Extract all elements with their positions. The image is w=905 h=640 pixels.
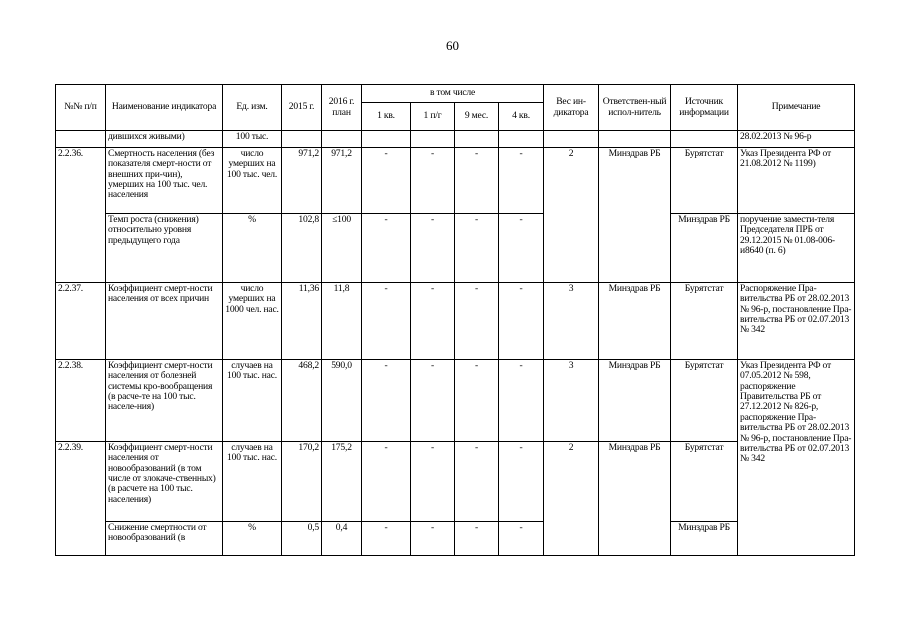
cell-9m: - bbox=[455, 522, 499, 556]
header-num: №№ п/п bbox=[56, 85, 106, 131]
cell-unit: число умерших на 100 тыс. чел. bbox=[223, 148, 282, 214]
cell-2016: 0,4 bbox=[322, 522, 362, 556]
cell-source: Бурятстат bbox=[671, 442, 738, 522]
cell-2016: 590,0 bbox=[322, 360, 362, 442]
cell-weight: 2 bbox=[544, 442, 599, 556]
cell-2016: ≤100 bbox=[322, 214, 362, 283]
cell-name: Коэффициент смерт-ности населения от новообразований (в том числе от злокаче-ственных) (в расчете на 100 тыс. населения) bbox=[106, 442, 223, 522]
header-2015: 2015 г. bbox=[282, 85, 322, 131]
cell-9m: - bbox=[455, 148, 499, 214]
cell-9m: - bbox=[455, 360, 499, 442]
cell-q4: - bbox=[499, 283, 544, 360]
cell-source: Бурятстат bbox=[671, 360, 738, 442]
header-source: Источник информации bbox=[671, 85, 738, 131]
header-2016: 2016 г. план bbox=[322, 85, 362, 131]
cell-h1: - bbox=[411, 214, 455, 283]
cell-responsible: Минздрав РБ bbox=[599, 360, 671, 442]
cell-q4: - bbox=[499, 148, 544, 214]
table-row-2-2-39-sub bbox=[56, 522, 855, 556]
cell-q1: - bbox=[362, 360, 411, 442]
cell-2015: 11,36 bbox=[282, 283, 322, 360]
cell-q4: - bbox=[499, 214, 544, 283]
table-row-2-2-39 bbox=[56, 442, 855, 522]
indicators-table bbox=[55, 84, 855, 556]
table-row-continued bbox=[56, 131, 855, 148]
header-responsible: Ответствен-ный испол-нитель bbox=[599, 85, 671, 131]
cell-responsible: Минздрав РБ bbox=[599, 442, 671, 556]
cell-note: Указ Президента РФ от 07.05.2012 № 598, распоряжение Правительства РБ от 27.12.2012 № 826-р, распоряжение Пра-вительства РБ от 28.02.2013 № 96-р, постановление Пра-вительства РБ от 02.07.2013 № 342 bbox=[738, 360, 855, 556]
table-row-2-2-36 bbox=[56, 148, 855, 214]
cell-q1: - bbox=[362, 442, 411, 522]
cell-q1: - bbox=[362, 214, 411, 283]
cell-2015: 971,2 bbox=[282, 148, 322, 214]
cell-h1: - bbox=[411, 522, 455, 556]
header-h1: 1 п/г bbox=[411, 103, 455, 131]
cell-2016: 11,8 bbox=[322, 283, 362, 360]
cell-note: Распоряжение Пра-вительства РБ от 28.02.2013 № 96-р, постановление Пра-вительства РБ от 02.07.2013 № 342 bbox=[738, 283, 855, 360]
cell-unit: число умерших на 1000 чел. нас. bbox=[223, 283, 282, 360]
table-row-2-2-38 bbox=[56, 360, 855, 442]
cell-2016: 175,2 bbox=[322, 442, 362, 522]
page-number: 60 bbox=[446, 38, 459, 53]
cell-note: 28.02.2013 № 96-р bbox=[738, 131, 855, 148]
cell-q1: - bbox=[362, 522, 411, 556]
cell-name: Смертность населения (без показателя смерт-ности от внешних при-чин), умерших на 100 тыс. чел. населения bbox=[106, 148, 223, 214]
cell-unit: % bbox=[223, 522, 282, 556]
cell-source: Минздрав РБ bbox=[671, 214, 738, 283]
cell-source: Минздрав РБ bbox=[671, 522, 738, 556]
cell-source: Бурятстат bbox=[671, 283, 738, 360]
cell-responsible: Минздрав РБ bbox=[599, 148, 671, 283]
cell-name: Темп роста (снижения) относительно уровня предыдущего года bbox=[106, 214, 223, 283]
table-row-2-2-36-sub bbox=[56, 214, 855, 283]
cell-q1: - bbox=[362, 148, 411, 214]
cell-name: Снижение смертности от новообразований (в bbox=[106, 522, 223, 556]
header-note: Примечание bbox=[738, 85, 855, 131]
cell-weight: 3 bbox=[544, 360, 599, 442]
header-weight: Вес ин-дикатора bbox=[544, 85, 599, 131]
cell-2015: 468,2 bbox=[282, 360, 322, 442]
cell-9m: - bbox=[455, 283, 499, 360]
cell-num: 2.2.39. bbox=[56, 442, 106, 556]
cell-h1: - bbox=[411, 148, 455, 214]
header-unit: Ед. изм. bbox=[223, 85, 282, 131]
cell-responsible: Минздрав РБ bbox=[599, 283, 671, 360]
cell-name: дившихся живыми) bbox=[106, 131, 223, 148]
cell-source: Бурятстат bbox=[671, 148, 738, 214]
cell-unit: случаев на 100 тыс. нас. bbox=[223, 442, 282, 522]
cell-num: 2.2.36. bbox=[56, 148, 106, 283]
table-row-2-2-37 bbox=[56, 283, 855, 360]
cell-unit: 100 тыс. bbox=[223, 131, 282, 148]
cell-unit: случаев на 100 тыс. нас. bbox=[223, 360, 282, 442]
header-including: в том числе bbox=[362, 85, 544, 103]
cell-num: 2.2.38. bbox=[56, 360, 106, 442]
cell-num bbox=[56, 131, 106, 148]
cell-q4: - bbox=[499, 442, 544, 522]
cell-9m: - bbox=[455, 214, 499, 283]
cell-2016: 971,2 bbox=[322, 148, 362, 214]
cell-name: Коэффициент смерт-ности населения от всех причин bbox=[106, 283, 223, 360]
header-row-1 bbox=[56, 85, 855, 103]
cell-q4: - bbox=[499, 522, 544, 556]
cell-2015: 170,2 bbox=[282, 442, 322, 522]
header-9m: 9 мес. bbox=[455, 103, 499, 131]
cell-unit: % bbox=[223, 214, 282, 283]
cell-q4: - bbox=[499, 360, 544, 442]
cell-9m: - bbox=[455, 442, 499, 522]
cell-note: Указ Президента РФ от 21.08.2012 № 1199) bbox=[738, 148, 855, 214]
header-q4: 4 кв. bbox=[499, 103, 544, 131]
cell-2015: 102,8 bbox=[282, 214, 322, 283]
cell-h1: - bbox=[411, 283, 455, 360]
cell-h1: - bbox=[411, 442, 455, 522]
header-name: Наименование индикатора bbox=[106, 85, 223, 131]
cell-num: 2.2.37. bbox=[56, 283, 106, 360]
cell-h1: - bbox=[411, 360, 455, 442]
cell-weight: 3 bbox=[544, 283, 599, 360]
cell-note: поручение замести-теля Председателя ПРБ от 29.12.2015 № 01.08-006-и8640 (п. 6) bbox=[738, 214, 855, 283]
cell-weight: 2 bbox=[544, 148, 599, 283]
cell-name: Коэффициент смерт-ности населения от болезней системы кро-вообращения (в расче-те на 100 тыс. населе-ния) bbox=[106, 360, 223, 442]
cell-q1: - bbox=[362, 283, 411, 360]
cell-2015: 0,5 bbox=[282, 522, 322, 556]
header-q1: 1 кв. bbox=[362, 103, 411, 131]
